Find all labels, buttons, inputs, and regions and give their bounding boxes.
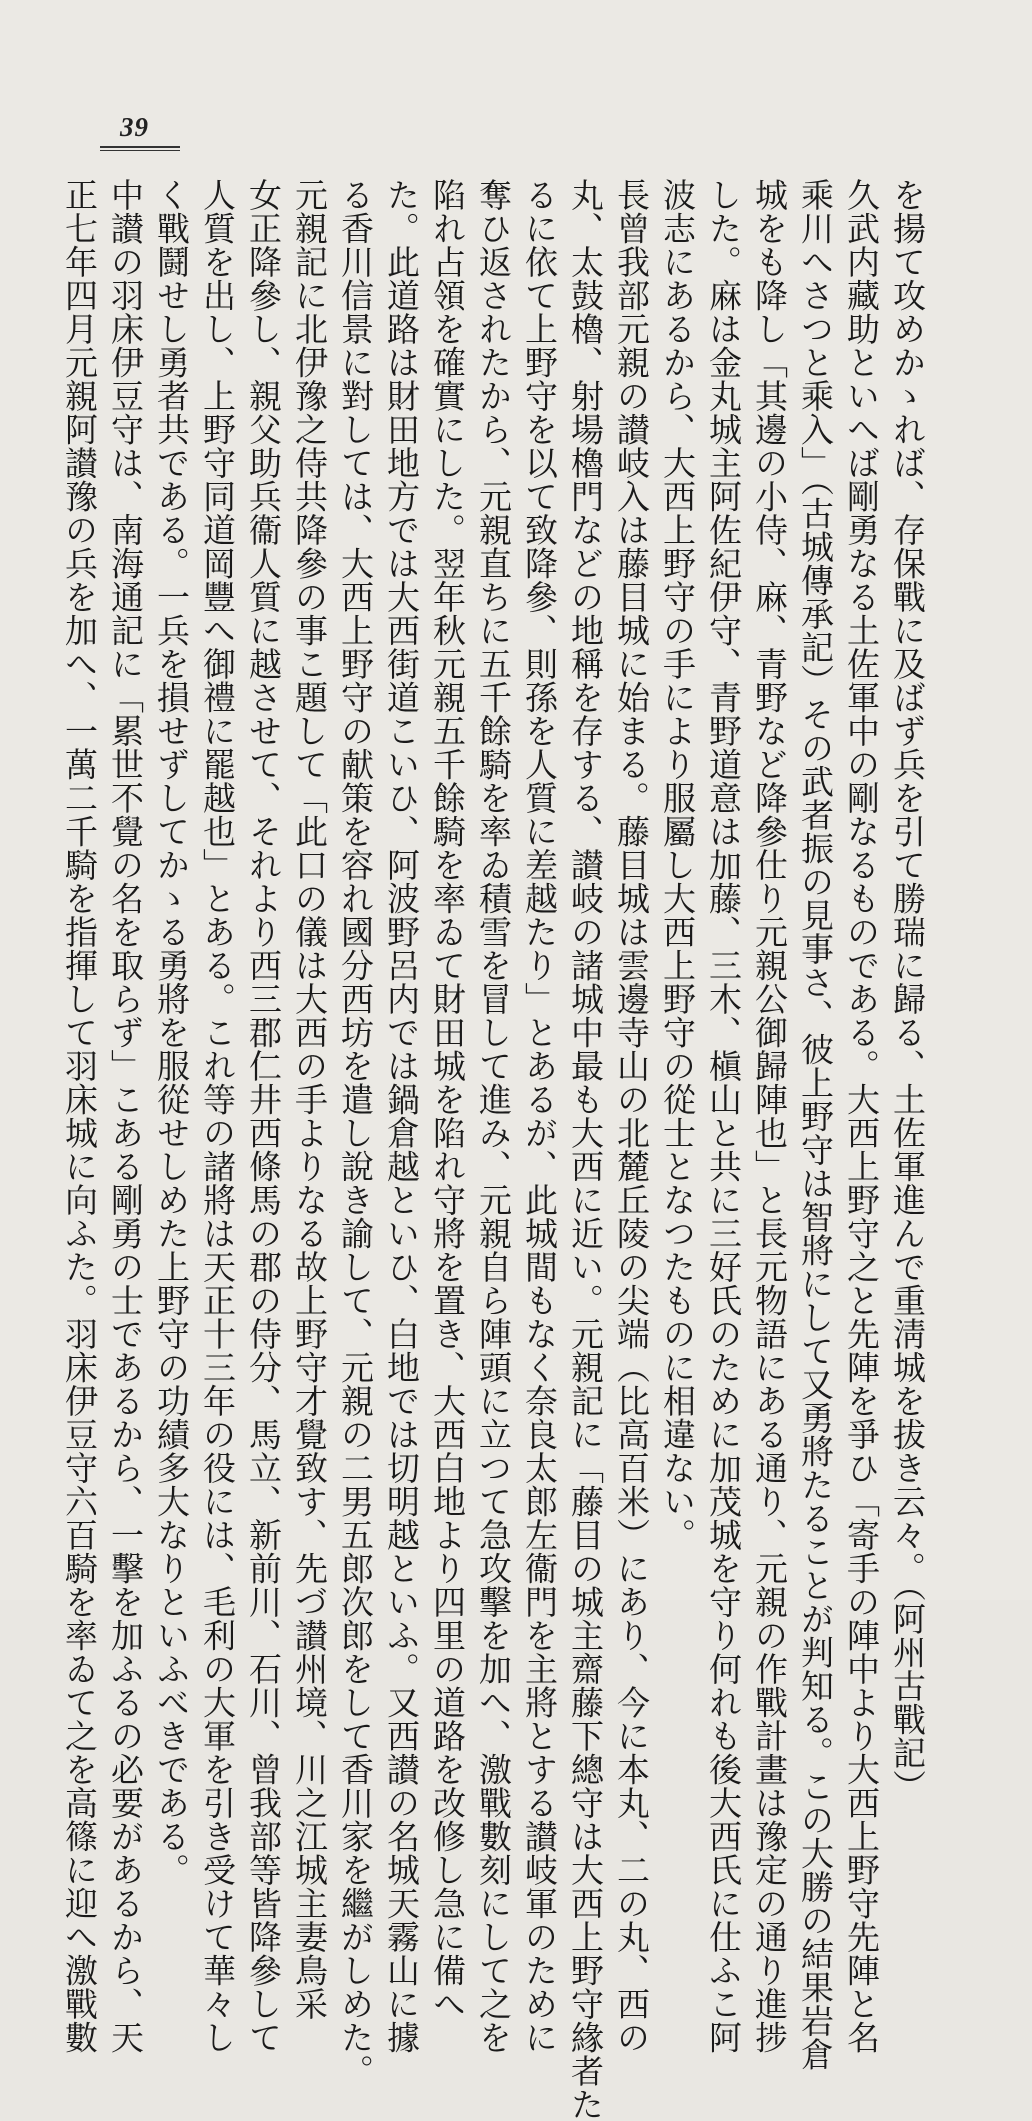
text-column: 人質を出し、上野守同道岡豐へ御禮に罷越也」とある。これ等の諸將は天正十三年の役には、毛利の大軍を引き受けて華々し: [198, 178, 237, 2054]
text-column: した。麻は金丸城主阿佐紀伊守、青野道意は加藤、三木、槇山と共に三好氏のために加茂城を守り何れも後大西氏に仕ふこ阿: [704, 178, 743, 2054]
vertical-text-block: [60, 178, 930, 2121]
text-column: 久武内藏助といへば剛勇なる土佐軍中の剛なるものである。大西上野守之と先陣を爭ひ「寄手の陣中より大西上野守先陣と名: [842, 178, 881, 2054]
text-column: 城をも降し「其邊の小侍、麻、青野など降參仕り元親公御歸陣也」と長元物語にある通り、元親の作戰計畫は豫定の通り進捗: [750, 178, 789, 2054]
text-column: 元親記に北伊豫之侍共降參の事こ題して「此口の儀は大西の手よりなる故上野守才覺致す、先づ讃州境、川之江城主妻鳥采: [290, 178, 329, 2021]
header-rule: [100, 146, 180, 151]
text-column: た。此道路は財田地方では大西街道こいひ、阿波野呂内では鍋倉越といひ、白地では切明越といふ。又西讃の名城天霧山に據: [382, 178, 421, 2054]
text-column: 丸、太鼓櫓、射場櫓門などの地稱を存する、讃岐の諸城中最も大西に近い。元親記に「藤目の城主齋藤下總守は大西上野守緣者た: [566, 178, 605, 2121]
text-column: を揚て攻めかゝれば、存保戰に及ばず兵を引て勝瑞に歸る、土佐軍進んで重淸城を拔き云々。（阿州古戰記）: [888, 178, 927, 1803]
text-column: るに依て上野守を以て致降參、則孫を人質に差越たり」とあるが、此城間もなく奈良太郎左衞門を主將とする讃岐軍のために: [520, 178, 559, 2054]
text-column: 女正降參し、親父助兵衞人質に越させて、それより西三郡仁井西條馬の郡の侍分、馬立、新前川、石川、曾我部等皆降參して: [244, 178, 283, 2054]
page-number: 39: [120, 112, 149, 142]
text-column: 奪ひ返されたから、元親直ちに五千餘騎を率ゐ積雪を冒して進み、元親自ら陣頭に立つて急攻擊を加へ、激戰數刻にして之を: [474, 178, 513, 2054]
text-column: 乘川へさつと乘入」（古城傳承記）その武者振の見事さ、彼上野守は智將にして又勇將たることが判知る。この大勝の結果岩倉: [796, 178, 835, 2071]
text-column: る香川信景に對しては、大西上野守の献策を容れ國分西坊を遣し說き諭して、元親の二男五郎次郎をして香川家を繼がしめた。: [336, 178, 375, 2088]
text-column: 波志にあるから、大西上野守の手により服屬し大西上野守の從士となつたものに相違ない。: [658, 178, 697, 1552]
text-column: 長曾我部元親の讃岐入は藤目城に始まる。藤目城は雲邊寺山の北麓丘陵の尖端（比高百米）にあり、今に本丸、二の丸、西の: [612, 178, 651, 2054]
text-column: 陷れ占領を確實にした。翌年秋元親五千餘騎を率ゐて財田城を陷れ守將を置き、大西白地より四里の道路を改修し急に備へ: [428, 178, 467, 2021]
text-column: 正七年四月元親阿讃豫の兵を加へ、一萬二千騎を指揮して羽床城に向ふた。羽床伊豆守六百騎を率ゐて之を高篠に迎へ激戰數: [60, 178, 99, 2054]
text-column: 中讃の羽床伊豆守は、南海通記に「累世不覺の名を取らず」こある剛勇の士であるから、一擊を加ふるの必要があるから、天: [106, 178, 145, 2054]
text-column: く戰鬪せし勇者共である。一兵を損せずしてかゝる勇將を服從せしめた上野守の功績多大なりといふべきである。: [152, 178, 191, 1887]
